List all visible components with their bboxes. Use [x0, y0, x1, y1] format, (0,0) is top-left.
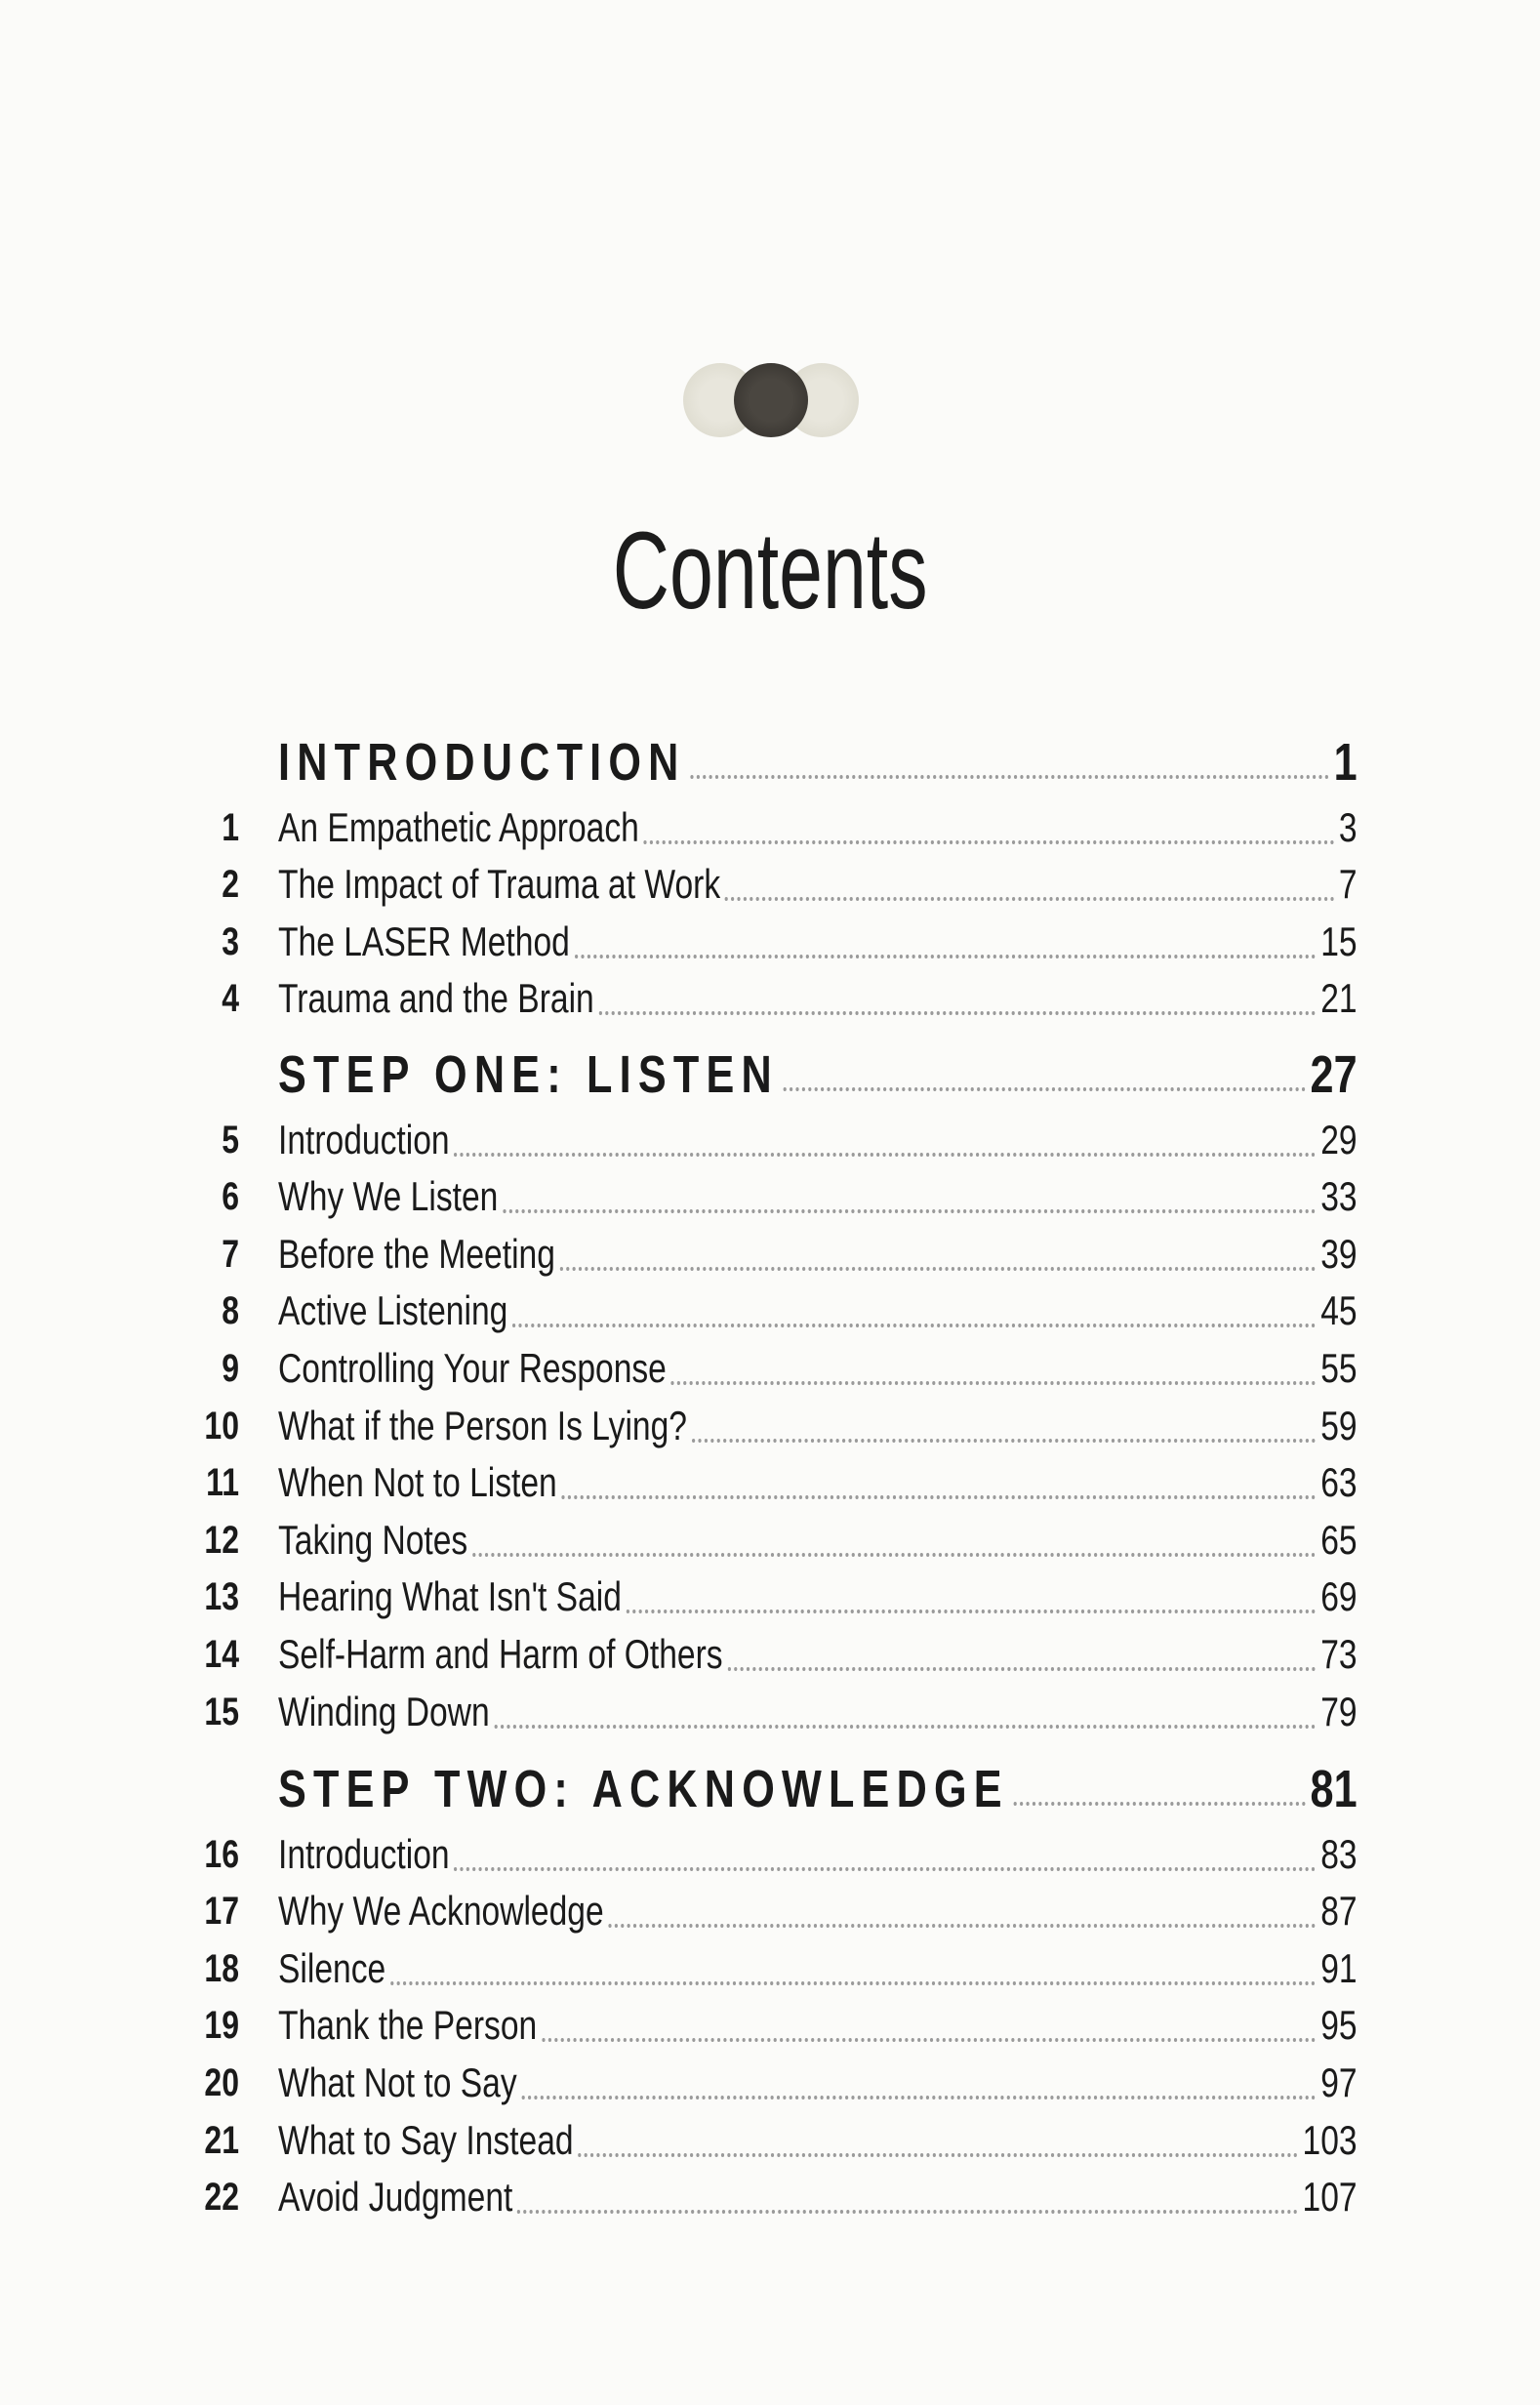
page-number: 1 [1333, 733, 1358, 792]
chapter-row[interactable] [278, 2055, 1358, 2111]
chapter-title: Silence [278, 1944, 386, 1991]
page-number: 73 [1320, 1631, 1358, 1677]
chapter-row[interactable] [278, 1454, 1358, 1511]
chapter-row[interactable] [278, 1168, 1358, 1225]
chapter-number: 22 [204, 2176, 239, 2220]
ornament-circles [683, 361, 859, 439]
page-number: 83 [1320, 1830, 1358, 1877]
dark-circle-center [734, 363, 808, 437]
chapter-row[interactable] [278, 1512, 1358, 1569]
chapter-row[interactable] [278, 1283, 1358, 1339]
chapter-number: 12 [204, 1518, 239, 1562]
dot-leader [390, 1981, 1316, 1985]
page-number: 3 [1338, 803, 1358, 850]
chapter-title: Introduction [278, 1830, 450, 1877]
section-heading-row[interactable] [278, 734, 1358, 791]
dot-leader [503, 1209, 1316, 1213]
chapter-number: 19 [204, 2004, 239, 2048]
dot-leader [784, 1087, 1306, 1091]
dot-leader [517, 2210, 1298, 2214]
dot-leader [627, 1610, 1317, 1613]
dot-leader [644, 840, 1334, 844]
page-number: 97 [1320, 2059, 1358, 2105]
page-number: 91 [1320, 1944, 1358, 1991]
page-title-wrap [0, 508, 1540, 633]
chapter-row[interactable] [278, 856, 1358, 913]
page-title: Contents [612, 510, 928, 632]
page-number: 15 [1320, 917, 1358, 964]
chapter-title: What to Say Instead [278, 2116, 574, 2163]
dot-leader [690, 775, 1328, 779]
page-number: 55 [1320, 1345, 1358, 1391]
page-number: 79 [1320, 1688, 1358, 1734]
chapter-row[interactable] [278, 2112, 1358, 2169]
chapter-title: Taking Notes [278, 1516, 468, 1563]
chapter-number: 6 [222, 1175, 239, 1219]
chapter-title: An Empathetic Approach [278, 803, 639, 850]
dot-leader [521, 2096, 1316, 2099]
dot-leader [608, 1924, 1316, 1928]
section-heading: STEP ONE: LISTEN [278, 1045, 779, 1104]
chapter-number: 2 [222, 863, 239, 907]
page-number: 81 [1310, 1760, 1358, 1818]
dot-leader [562, 1495, 1317, 1499]
chapter-row[interactable] [278, 1883, 1358, 1939]
page-number: 21 [1320, 975, 1358, 1022]
chapter-row[interactable] [278, 1826, 1358, 1883]
page-number: 87 [1320, 1888, 1358, 1935]
chapter-number: 17 [204, 1890, 239, 1934]
chapter-title: Trauma and the Brain [278, 975, 594, 1022]
dot-leader [542, 2038, 1316, 2042]
page-number: 103 [1302, 2116, 1358, 2163]
dot-leader [454, 1867, 1316, 1871]
section-heading-row[interactable] [278, 1046, 1358, 1103]
chapter-title: Thank the Person [278, 2002, 538, 2049]
chapter-row[interactable] [278, 1112, 1358, 1168]
chapter-row[interactable] [278, 914, 1358, 970]
chapter-row[interactable] [278, 1569, 1358, 1625]
dot-leader [725, 897, 1334, 901]
page-number: 59 [1320, 1402, 1358, 1448]
chapter-number: 15 [204, 1690, 239, 1733]
dot-leader [472, 1553, 1316, 1557]
page-number: 33 [1320, 1173, 1358, 1220]
chapter-row[interactable] [278, 1340, 1358, 1397]
chapter-row[interactable] [278, 1684, 1358, 1740]
dot-leader [575, 955, 1317, 958]
chapter-title: Hearing What Isn't Said [278, 1573, 622, 1620]
section-heading-row[interactable] [278, 1761, 1358, 1817]
chapter-row[interactable] [278, 1398, 1358, 1454]
chapter-row[interactable] [278, 799, 1358, 856]
page-number: 65 [1320, 1516, 1358, 1563]
chapter-number: 20 [204, 2061, 239, 2104]
dot-leader [599, 1011, 1317, 1015]
chapter-title: The Impact of Trauma at Work [278, 861, 721, 908]
chapter-title: Avoid Judgment [278, 2174, 513, 2221]
chapter-number: 4 [222, 977, 239, 1021]
dot-leader [727, 1667, 1316, 1671]
dot-leader [692, 1439, 1317, 1443]
section-heading: STEP TWO: ACKNOWLEDGE [278, 1760, 1009, 1818]
chapter-title: The LASER Method [278, 917, 570, 964]
page-number: 63 [1320, 1459, 1358, 1506]
chapter-title: Controlling Your Response [278, 1345, 667, 1391]
chapter-number: 9 [222, 1347, 239, 1390]
chapter-title: Self-Harm and Harm of Others [278, 1631, 723, 1677]
chapter-title: Winding Down [278, 1688, 490, 1734]
dot-leader [512, 1324, 1316, 1327]
dot-leader [671, 1381, 1317, 1385]
chapter-number: 8 [222, 1289, 239, 1333]
chapter-title: What if the Person Is Lying? [278, 1402, 687, 1448]
dot-leader [578, 2153, 1297, 2157]
chapter-title: What Not to Say [278, 2059, 517, 2105]
chapter-title: Why We Listen [278, 1173, 499, 1220]
chapter-number: 1 [222, 805, 239, 849]
page-number: 7 [1338, 861, 1358, 908]
chapter-row[interactable] [278, 970, 1358, 1027]
chapter-title: When Not to Listen [278, 1459, 557, 1506]
chapter-row[interactable] [278, 1226, 1358, 1283]
chapter-row[interactable] [278, 1997, 1358, 2054]
dot-leader [560, 1267, 1317, 1271]
chapter-row[interactable] [278, 1626, 1358, 1683]
chapter-number: 21 [204, 2118, 239, 2162]
chapter-title: Why We Acknowledge [278, 1888, 604, 1935]
chapter-title: Before the Meeting [278, 1230, 555, 1277]
page-number: 39 [1320, 1230, 1358, 1277]
chapter-number: 3 [222, 919, 239, 963]
chapter-title: Introduction [278, 1116, 450, 1162]
chapter-number: 18 [204, 1946, 239, 1990]
chapter-number: 7 [222, 1232, 239, 1276]
chapter-number: 14 [204, 1633, 239, 1676]
chapter-number: 5 [222, 1118, 239, 1162]
page-number: 27 [1310, 1045, 1358, 1104]
chapter-row[interactable] [278, 2169, 1358, 2225]
page-number: 107 [1302, 2174, 1358, 2221]
page-number: 45 [1320, 1287, 1358, 1334]
chapter-row[interactable] [278, 1940, 1358, 1997]
chapter-title: Active Listening [278, 1287, 508, 1334]
chapter-number: 16 [204, 1832, 239, 1876]
dot-leader [494, 1725, 1316, 1729]
dot-leader [454, 1153, 1316, 1157]
page-number: 95 [1320, 2002, 1358, 2049]
dot-leader [1014, 1802, 1306, 1806]
chapter-number: 10 [204, 1404, 239, 1447]
page-number: 69 [1320, 1573, 1358, 1620]
chapter-number: 11 [206, 1461, 239, 1505]
chapter-number: 13 [204, 1575, 239, 1619]
page-number: 29 [1320, 1116, 1358, 1162]
section-heading: INTRODUCTION [278, 733, 686, 792]
